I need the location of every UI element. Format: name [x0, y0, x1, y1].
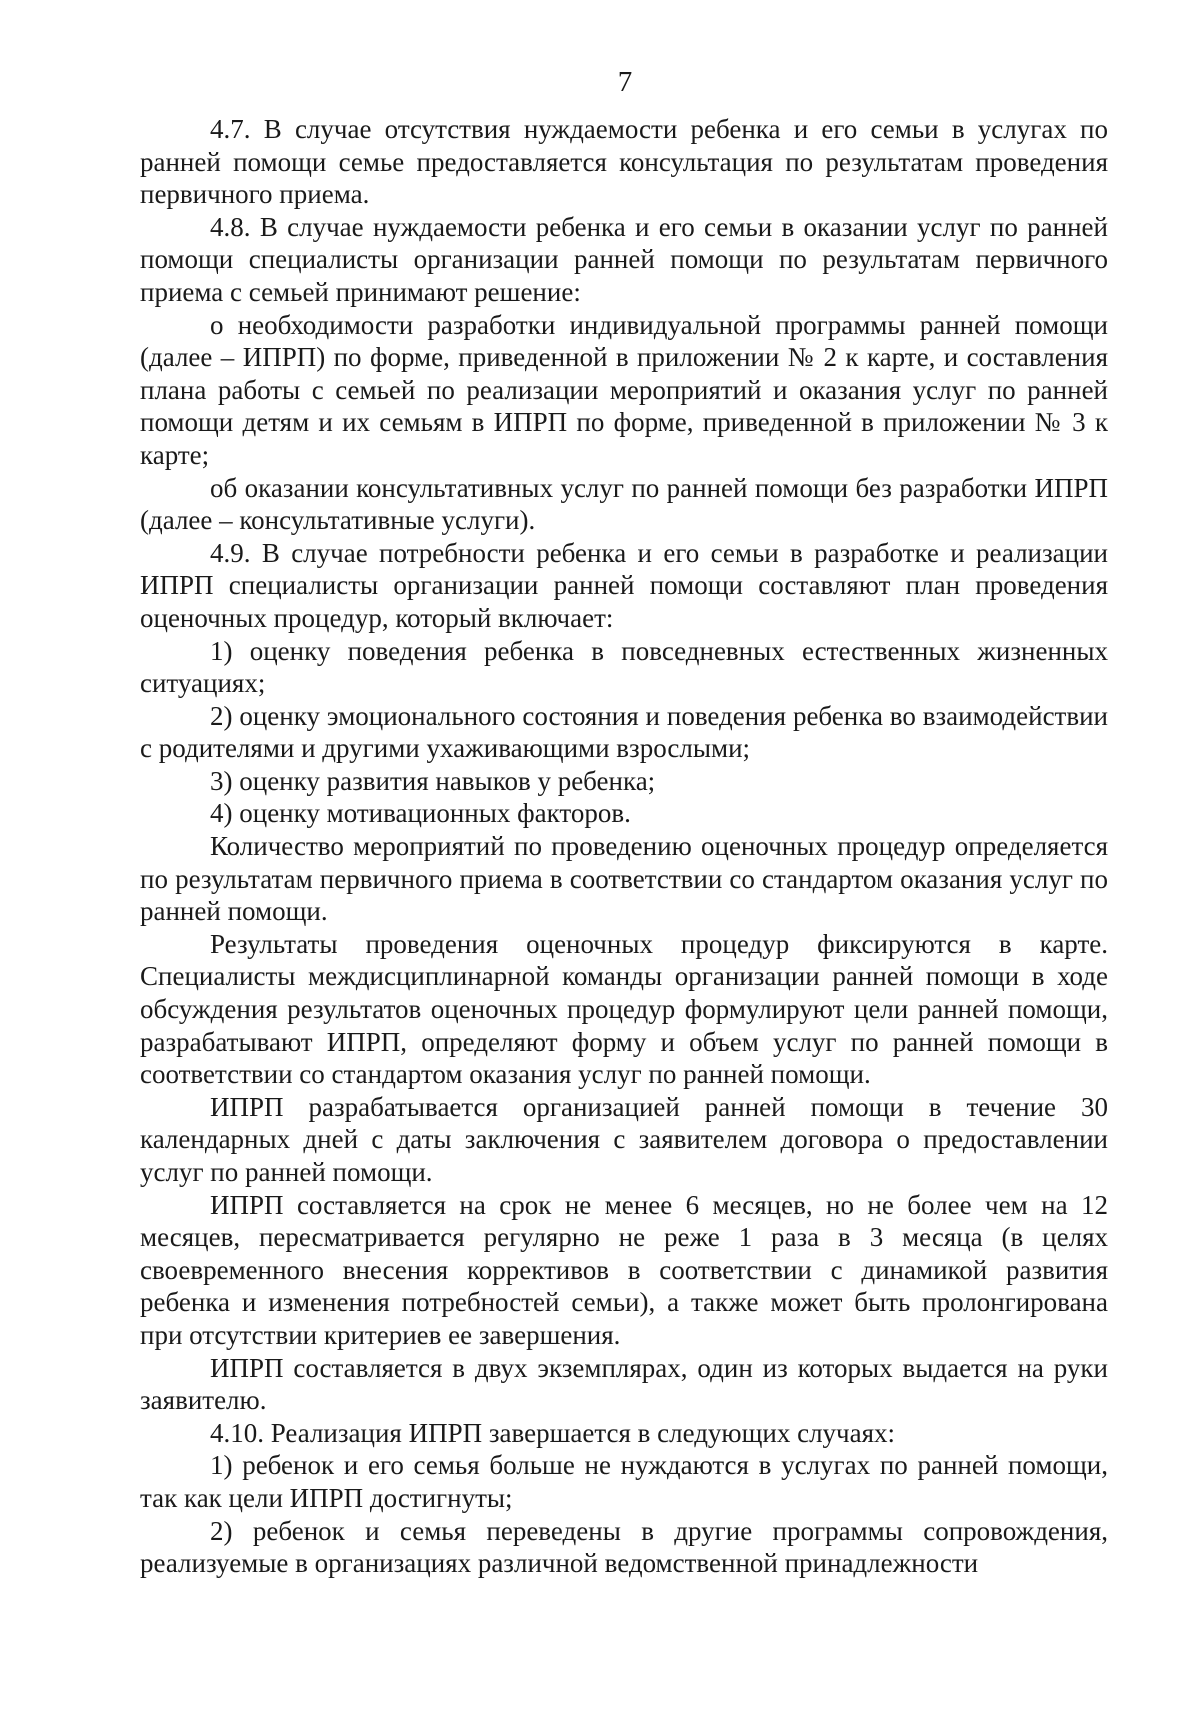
completion-case-2: 2) ребенок и семья переведены в другие программы сопровождения, реализуемые в организациях различной ведомственной принадлежности [140, 1515, 1108, 1579]
list-item-2: 2) оценку эмоционального состояния и поведения ребенка во взаимодействии с родителями и другими ухаживающими взрослыми; [140, 700, 1108, 764]
completion-case-1: 1) ребенок и его семья больше не нуждаются в услугах по ранней помощи, так как цели ИПРП достигнуты; [140, 1450, 1108, 1513]
paragraph-4-7: 4.7. В случае отсутствия нуждаемости ребенка и его семьи в услугах по ранней помощи семье предоставляется консультация по результатам проведения первичного приема. [140, 114, 1108, 210]
paragraph-iprp-duration: ИПРП составляется на срок не менее 6 месяцев, но не более чем на 12 месяцев, пересматривается регулярно не реже 1 раза в 3 месяца (в целях своевременного внесения коррективов в соответствии с динамикой развития ребенка и изменения потребностей семьи), а также может быть пролонгирована при отсутствии критериев ее завершения. [140, 1189, 1108, 1350]
paragraph-assessment-count: Количество мероприятий по проведению оценочных процедур определяется по результатам первичного приема в соответствии со стандартом оказания услуг по ранней помощи. [140, 831, 1108, 927]
paragraph-assessment-results: Результаты проведения оценочных процедур фиксируются в карте. Специалисты междисциплинарной команды организации ранней помощи в ходе обсуждения результатов оценочных процедур формулируют цели ранней помощи, разрабатывают ИПРП, определяют форму и объем услуг по ранней помощи в соответствии со стандартом оказания услуг по ранней помощи. [140, 928, 1108, 1090]
list-item-3: 3) оценку развития навыков у ребенка; [210, 765, 656, 796]
paragraph-iprp-copies: ИПРП составляется в двух экземплярах, один из которых выдается на руки заявителю. [140, 1352, 1108, 1416]
paragraph-4-8: 4.8. В случае нуждаемости ребенка и его семьи в оказании услуг по ранней помощи специалисты организации ранней помощи по результатам первичного приема с семьей принимают решение: [140, 211, 1108, 307]
document-body [140, 113, 1108, 1580]
paragraph-iprp-development: ИПРП разрабатывается организацией ранней помощи в течение 30 календарных дней с даты заключения с заявителем договора о предоставлении услуг по ранней помощи. [140, 1091, 1108, 1187]
paragraph-4-8-option-iprp: о необходимости разработки индивидуальной программы ранней помощи (далее – ИПРП) по форме, приведенной в приложении № 2 к карте, и составления плана работы с семьей по реализации мероприятий и оказания услуг по ранней помощи детям и их семьям в ИПРП по форме, приведенной в приложении № 3 к карте; [140, 309, 1108, 470]
paragraph-4-8-option-consult: об оказании консультативных услуг по ранней помощи без разработки ИПРП (далее – консультативные услуги). [140, 472, 1108, 536]
page-number: 7 [617, 66, 633, 98]
paragraph-4-10: 4.10. Реализация ИПРП завершается в следующих случаях: [210, 1417, 896, 1448]
list-item-1: 1) оценку поведения ребенка в повседневных естественных жизненных ситуациях; [140, 635, 1108, 699]
list-item-4: 4) оценку мотивационных факторов. [210, 798, 631, 829]
paragraph-4-9: 4.9. В случае потребности ребенка и его семьи в разработке и реализации ИПРП специалисты организации ранней помощи составляют план проведения оценочных процедур, который включает: [140, 537, 1108, 633]
